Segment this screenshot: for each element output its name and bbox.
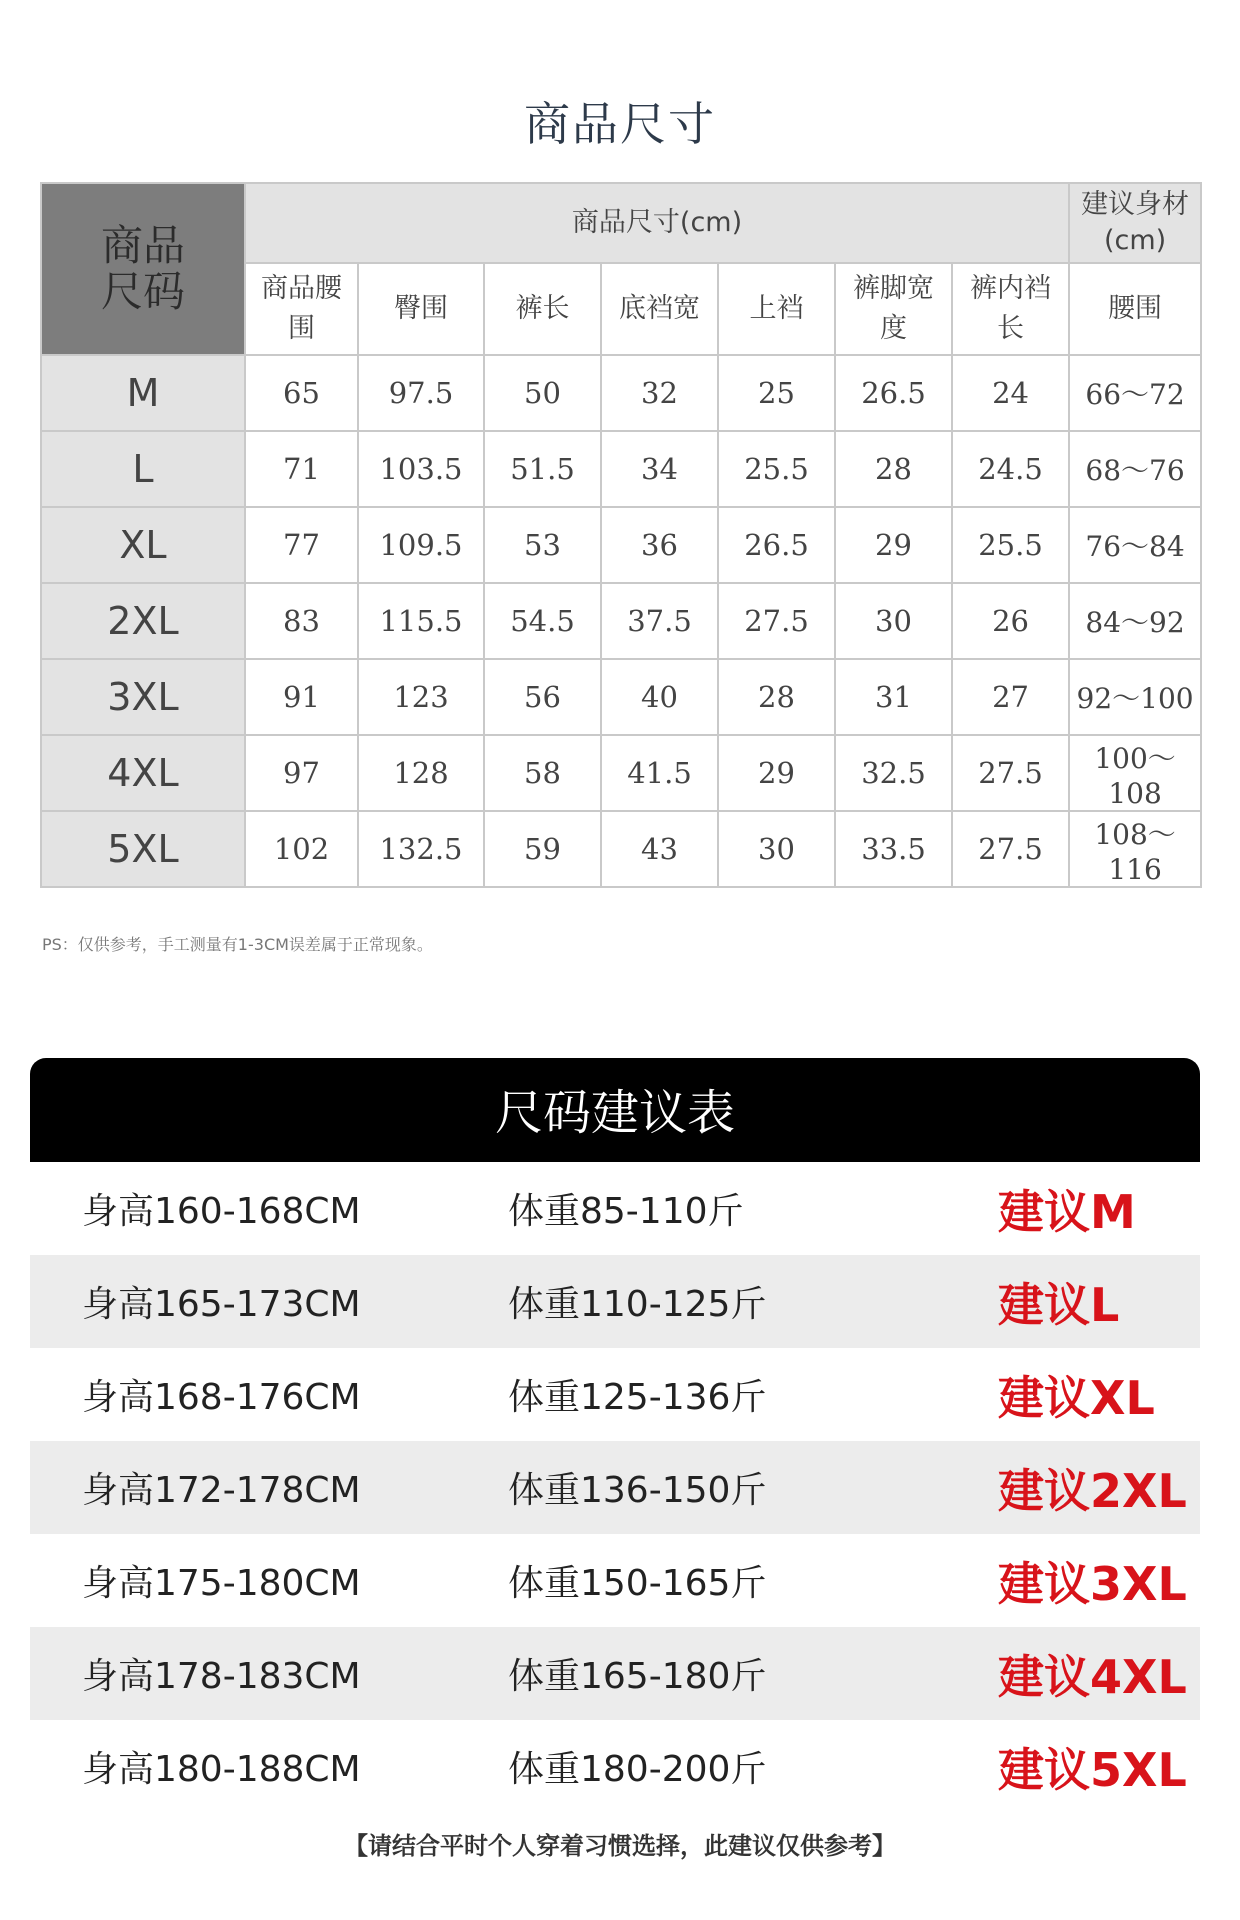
table-cell: 28 [718,659,835,735]
weight-range: 体重125-136斤 [508,1377,767,1418]
table-cell: 37.5 [601,583,718,659]
table-cell: 30 [718,811,835,887]
height-range: 身高178-183CM [82,1656,361,1697]
table-cell: 108～116 [1069,811,1201,887]
size-label-cell: M [41,355,245,431]
size-label-cell: XL [41,507,245,583]
table-cell: 27.5 [718,583,835,659]
table-cell: 103.5 [358,431,484,507]
suggest-header-label: 建议身材(cm) [1081,189,1190,256]
weight-range: 体重110-125斤 [508,1284,767,1325]
table-row [41,507,1201,583]
table-row [41,583,1201,659]
weight-range: 体重180-200斤 [508,1749,767,1790]
weight-range: 体重85-110斤 [508,1191,744,1232]
table-cell: 43 [601,811,718,887]
table-cell: 132.5 [358,811,484,887]
column-header [245,263,358,355]
table-cell: 28 [835,431,952,507]
suggested-size: 建议3XL [998,1556,1187,1611]
suggested-size: 建议XL [998,1370,1155,1425]
table-cell: 76～84 [1069,507,1201,583]
size-label-cell: 4XL [41,735,245,811]
table-cell: 115.5 [358,583,484,659]
suggested-size: 建议5XL [998,1742,1187,1797]
suggested-size: 建议4XL [998,1649,1187,1704]
suggested-size: 建议2XL [998,1463,1187,1518]
table-cell: 56 [484,659,601,735]
table-cell: 109.5 [358,507,484,583]
size-label-cell: 3XL [41,659,245,735]
table-cell: 36 [601,507,718,583]
table-cell: 24.5 [952,431,1069,507]
height-range: 身高160-168CM [82,1191,361,1232]
table-cell: 123 [358,659,484,735]
table-cell: 33.5 [835,811,952,887]
height-range: 身高175-180CM [82,1563,361,1604]
column-header-label: 裤内裆长 [970,273,1052,344]
table-cell: 58 [484,735,601,811]
height-range: 身高165-173CM [82,1284,361,1325]
table-cell: 24 [952,355,1069,431]
recommendation-row [30,1348,1200,1441]
table-cell: 97 [245,735,358,811]
table-cell: 27.5 [952,811,1069,887]
table-cell: 91 [245,659,358,735]
table-cell: 59 [484,811,601,887]
table-cell: 53 [484,507,601,583]
weight-range: 体重165-180斤 [508,1656,767,1697]
table-cell: 100～108 [1069,735,1201,811]
table-cell: 26 [952,583,1069,659]
column-header: 上裆 [718,263,835,355]
table-row [41,735,1201,811]
table-cell: 31 [835,659,952,735]
footer-note: 【请结合平时个人穿着习惯选择，此建议仅供参考】 [344,1832,896,1860]
ps-note: PS：仅供参考，手工测量有1-3CM误差属于正常现象。 [42,935,433,954]
table-cell: 26.5 [835,355,952,431]
table-cell: 40 [601,659,718,735]
column-header: 腰围 [1069,263,1201,355]
table-row [41,431,1201,507]
table-cell: 97.5 [358,355,484,431]
table-row [41,355,1201,431]
table-cell: 77 [245,507,358,583]
suggested-size: 建议L [998,1277,1120,1332]
table-cell: 51.5 [484,431,601,507]
column-header: 裤长 [484,263,601,355]
table-cell: 128 [358,735,484,811]
size-label-cell: 5XL [41,811,245,887]
table-cell: 66～72 [1069,355,1201,431]
recommendation-row [30,1255,1200,1348]
suggest-header [1069,183,1201,263]
height-range: 身高180-188CM [82,1749,361,1790]
table-cell: 65 [245,355,358,431]
recommendation-list [30,1162,1200,1813]
table-cell: 84～92 [1069,583,1201,659]
recommendation-row [30,1162,1200,1255]
recommendation-row [30,1534,1200,1627]
column-header: 底裆宽 [601,263,718,355]
table-cell: 27.5 [952,735,1069,811]
size-header-cell [41,183,245,355]
table-row [41,811,1201,887]
size-table-body [41,355,1201,887]
column-header-label: 商品腰围 [261,273,342,344]
weight-range: 体重136-150斤 [508,1470,767,1511]
size-label-cell: 2XL [41,583,245,659]
group-header: 商品尺寸(cm) [245,183,1069,263]
recommendation-row [30,1720,1200,1813]
size-header-label: 商品尺码 [100,221,185,316]
weight-range: 体重150-165斤 [508,1563,767,1604]
table-cell: 92～100 [1069,659,1201,735]
table-cell: 102 [245,811,358,887]
table-cell: 30 [835,583,952,659]
column-header [835,263,952,355]
table-cell: 83 [245,583,358,659]
table-cell: 27 [952,659,1069,735]
suggested-size: 建议M [998,1184,1136,1239]
page-title: 商品尺寸 [524,97,716,151]
table-cell: 26.5 [718,507,835,583]
column-header-label: 裤脚宽度 [853,273,934,344]
recommendation-header: 尺码建议表 [30,1058,1200,1162]
recommendation-row [30,1627,1200,1720]
table-cell: 68～76 [1069,431,1201,507]
table-cell: 32 [601,355,718,431]
column-header: 臀围 [358,263,484,355]
table-cell: 32.5 [835,735,952,811]
size-table [40,182,1202,888]
table-row [41,659,1201,735]
table-cell: 71 [245,431,358,507]
table-cell: 29 [718,735,835,811]
height-range: 身高168-176CM [82,1377,361,1418]
height-range: 身高172-178CM [82,1470,361,1511]
recommendation-row [30,1441,1200,1534]
table-cell: 25.5 [718,431,835,507]
table-cell: 54.5 [484,583,601,659]
table-cell: 25.5 [952,507,1069,583]
table-cell: 50 [484,355,601,431]
table-cell: 25 [718,355,835,431]
size-label-cell: L [41,431,245,507]
table-cell: 41.5 [601,735,718,811]
table-cell: 29 [835,507,952,583]
column-header [952,263,1069,355]
table-cell: 34 [601,431,718,507]
